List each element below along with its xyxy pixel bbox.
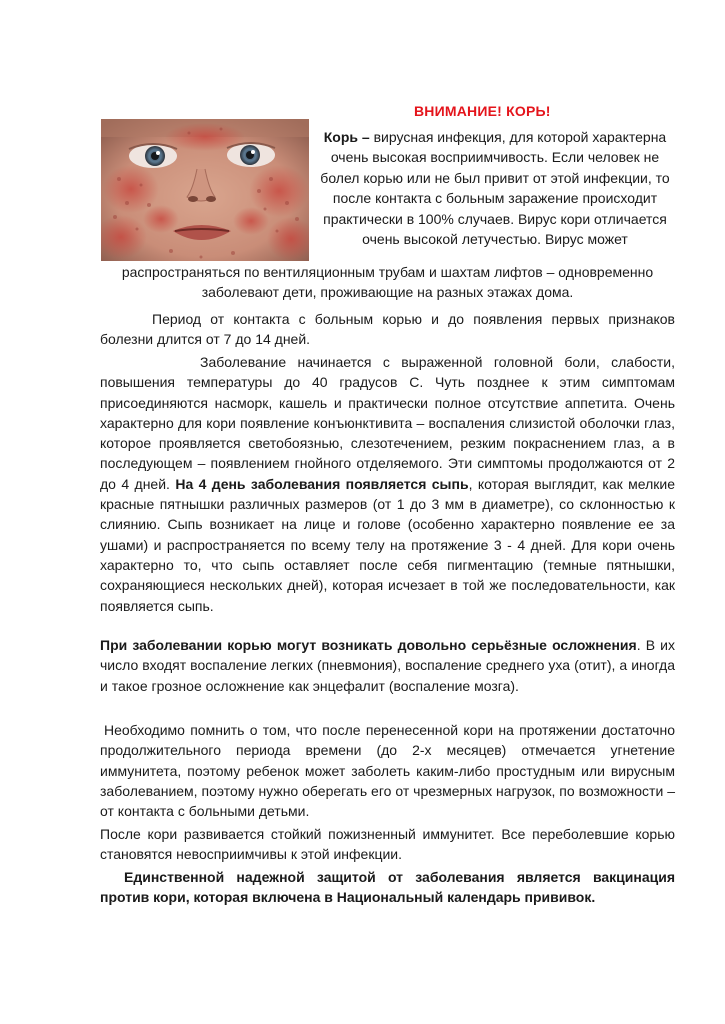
symptoms-text-end: , которая выглядит, как мелкие красные пятнышки различных размеров (от 1 до 3 мм в диаметре), со склонностью к слиянию. Сыпь возникает на лице и голове (особенно характерно появление ее за ушами) и распространяется по всему телу на протяжение 3 - 4 дней. Для кори очень характерно то, что сыпь оставляет после себя пигментацию (темные пятнышки, сохраняющиеся нескольких дней), которая исчезает в той же последовательности, как появляется сыпь. (100, 475, 675, 614)
rash-day-highlight: На 4 день заболевания появляется сыпь (169, 475, 469, 492)
lifelong-immunity-paragraph: После кори развивается стойкий пожизненный иммунитет. Все переболевшие корью становятся невосприимчивы к этой инфекции. (100, 826, 675, 863)
vaccination-paragraph: Единственной надежной защитой от заболевания является вакцинация против кори, которая включена в Национальный календарь прививок. (100, 869, 675, 906)
child-with-measles-rash-photo (101, 119, 309, 261)
symptoms-paragraph (100, 352, 675, 616)
measles-term: Корь – (323, 129, 370, 145)
child-face-image (101, 119, 309, 261)
intro-paragraph (320, 127, 670, 249)
complications-paragraph (100, 635, 675, 696)
symptoms-text-start: Заболевание начинается с выраженной головной боли, слабости, повышения температуры до 40 градусов С. Чуть позднее к этим симптомам присоединяются насморк, кашель и практически полное отсутствие аппетита. Очень характерно для кори появление конъюнктивита – воспаления слизистой оболочки глаз, которое проявляется светобоязнью, слезотечением, резким покраснением глаз, а в последующем – появлением гнойного отделяемого. Эти симптомы продолжаются от 2 до 4 дней. (100, 354, 675, 492)
immunity-suppression-paragraph: Необходимо помнить о том, что после перенесенной кори на протяжении достаточно продолжительного периода времени (до 2-х месяцев) отмечается угнетение иммунитета, поэтому ребенок может заболеть каким-либо простудным или вирусным заболеванием, поэтому нужно оберегать его от чрезмерных нагрузок, по возможности – от контакта с больными детьми. (100, 722, 675, 820)
complications-highlight: При заболевании корью могут возникать довольно серьёзные осложнения (100, 637, 637, 653)
incubation-period-paragraph: Период от контакта с больным корью и до появления первых признаков болезни длится от 7 до 14 дней. (100, 311, 675, 348)
intro-paragraph-continuation: распространяться по вентиляционным трубам и шахтам лифтов – одновременно заболевают дети, проживающие на разных этажах дома. (121, 264, 654, 301)
complications-text: . В их число входят воспаление легких (пневмония), воспаление среднего уха (отит), а иногда и такое грозное осложнение как энцефалит (воспаление мозга). (100, 637, 676, 694)
page-title: ВНИМАНИЕ! КОРЬ! (414, 103, 551, 119)
intro-text: вирусная инфекция, для которой характерна очень высокая восприимчивость. Если человек не болел корью или не был привит от этой инфекции, то после контакта с больным заражение происходит практически в 100% случаев. Вирус кори отличается очень высокой летучестью. Вирус может (320, 129, 670, 248)
